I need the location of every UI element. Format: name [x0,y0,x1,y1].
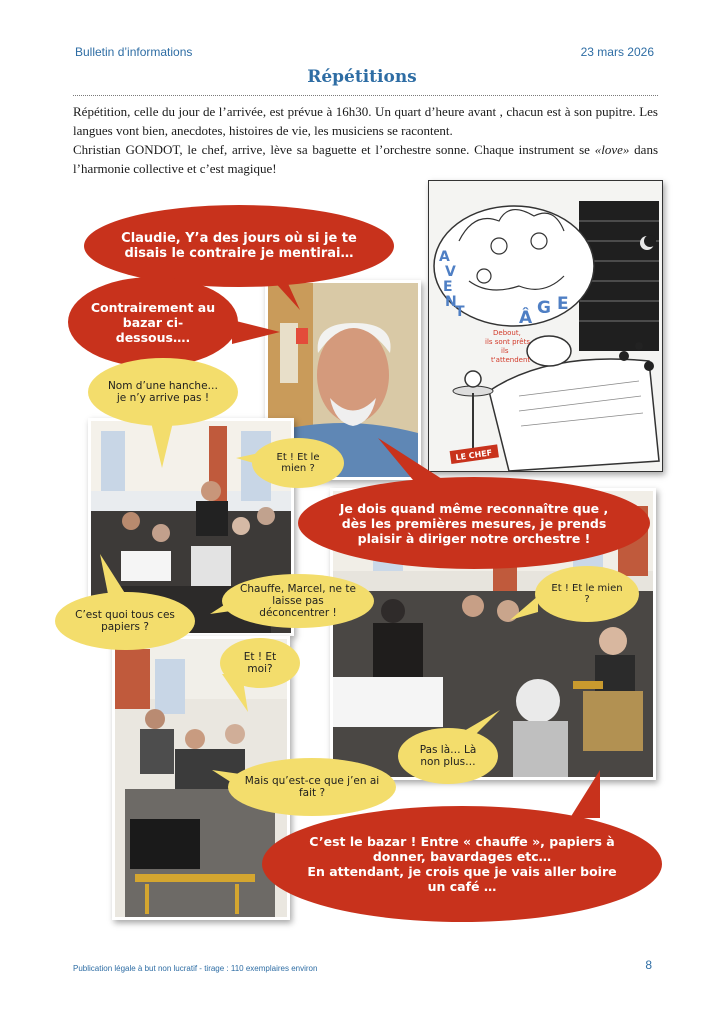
svg-text:G: G [537,298,551,318]
bulletin-header-title: Bulletin d’informations [75,45,193,59]
article-body [73,102,658,178]
speech-bubble-hanche: Nom d’une hanche… je n’y arrive pas ! [88,358,238,426]
paragraph-1: Répétition, celle du jour de l’arrivée, est prévue à 16h30. Un quart d’heure avant , chacun est à son pupitre. Les langues vont bien, anecdotes, histoires de vie, les musiciens se racontent. [73,104,658,138]
svg-text:N: N [445,294,457,310]
page-number: 8 [645,958,652,972]
speech-bubble-et-le-mien-1: Et ! Et le mien ? [252,438,344,488]
speech-bubble-claudie: Claudie, Y’a des jours où si je te disais le contraire je mentirai… [84,205,394,287]
svg-text:E: E [557,294,569,314]
svg-text:Â: Â [519,308,533,328]
speech-bubble-et-moi: Et ! Et moi? [220,638,300,688]
speech-bubble-chauffe: Chauffe, Marcel, ne te laisse pas déconcentrer ! [222,574,374,628]
speech-bubble-qu-est-ce: Mais qu’est-ce que j’en ai fait ? [228,758,396,816]
speech-bubble-chef: Je dois quand même reconnaître que , dès les premières mesures, je prends plaisir à diriger notre orchestre ! [298,477,650,569]
cartoon-image [428,180,663,472]
speech-bubble-et-le-mien-2: Et ! Et le mien ? [535,566,639,622]
title-divider [73,95,658,96]
speech-bubble-papiers: C’est quoi tous ces papiers ? [55,592,195,650]
svg-text:T: T [455,304,465,320]
bubble-tail-2 [232,320,282,350]
speech-bubble-conclusion: C’est le bazar ! Entre « chauffe », papiers à donner, bavardages etc… En attendant, je crois que je vais aller boire un café … [262,806,662,922]
bulletin-date: 23 mars 2026 [580,45,654,59]
svg-text:V: V [445,264,456,280]
bubble-tail-12 [560,770,610,820]
cartoon-badge: LE CHEF [454,448,493,463]
svg-text:A: A [439,249,450,265]
svg-text:E: E [443,279,453,295]
cartoon-caption: Debout, ils sont prêts ils t'attendent [485,329,531,364]
speech-bubble-bazar: Contrairement au bazar ci-dessous…. [68,277,238,367]
page-title: Répétitions [307,67,417,87]
legal-footer: Publication légale à but non lucratif - tirage : 110 exemplaires environ [73,964,318,973]
speech-bubble-pas-la: Pas là… Là non plus… [398,728,498,784]
paragraph-2: Christian GONDOT, le chef, arrive, lève sa baguette et l’orchestre sonne. Chaque instrument se «love» dans l’harmonie collective et c’est magique! [73,142,658,176]
